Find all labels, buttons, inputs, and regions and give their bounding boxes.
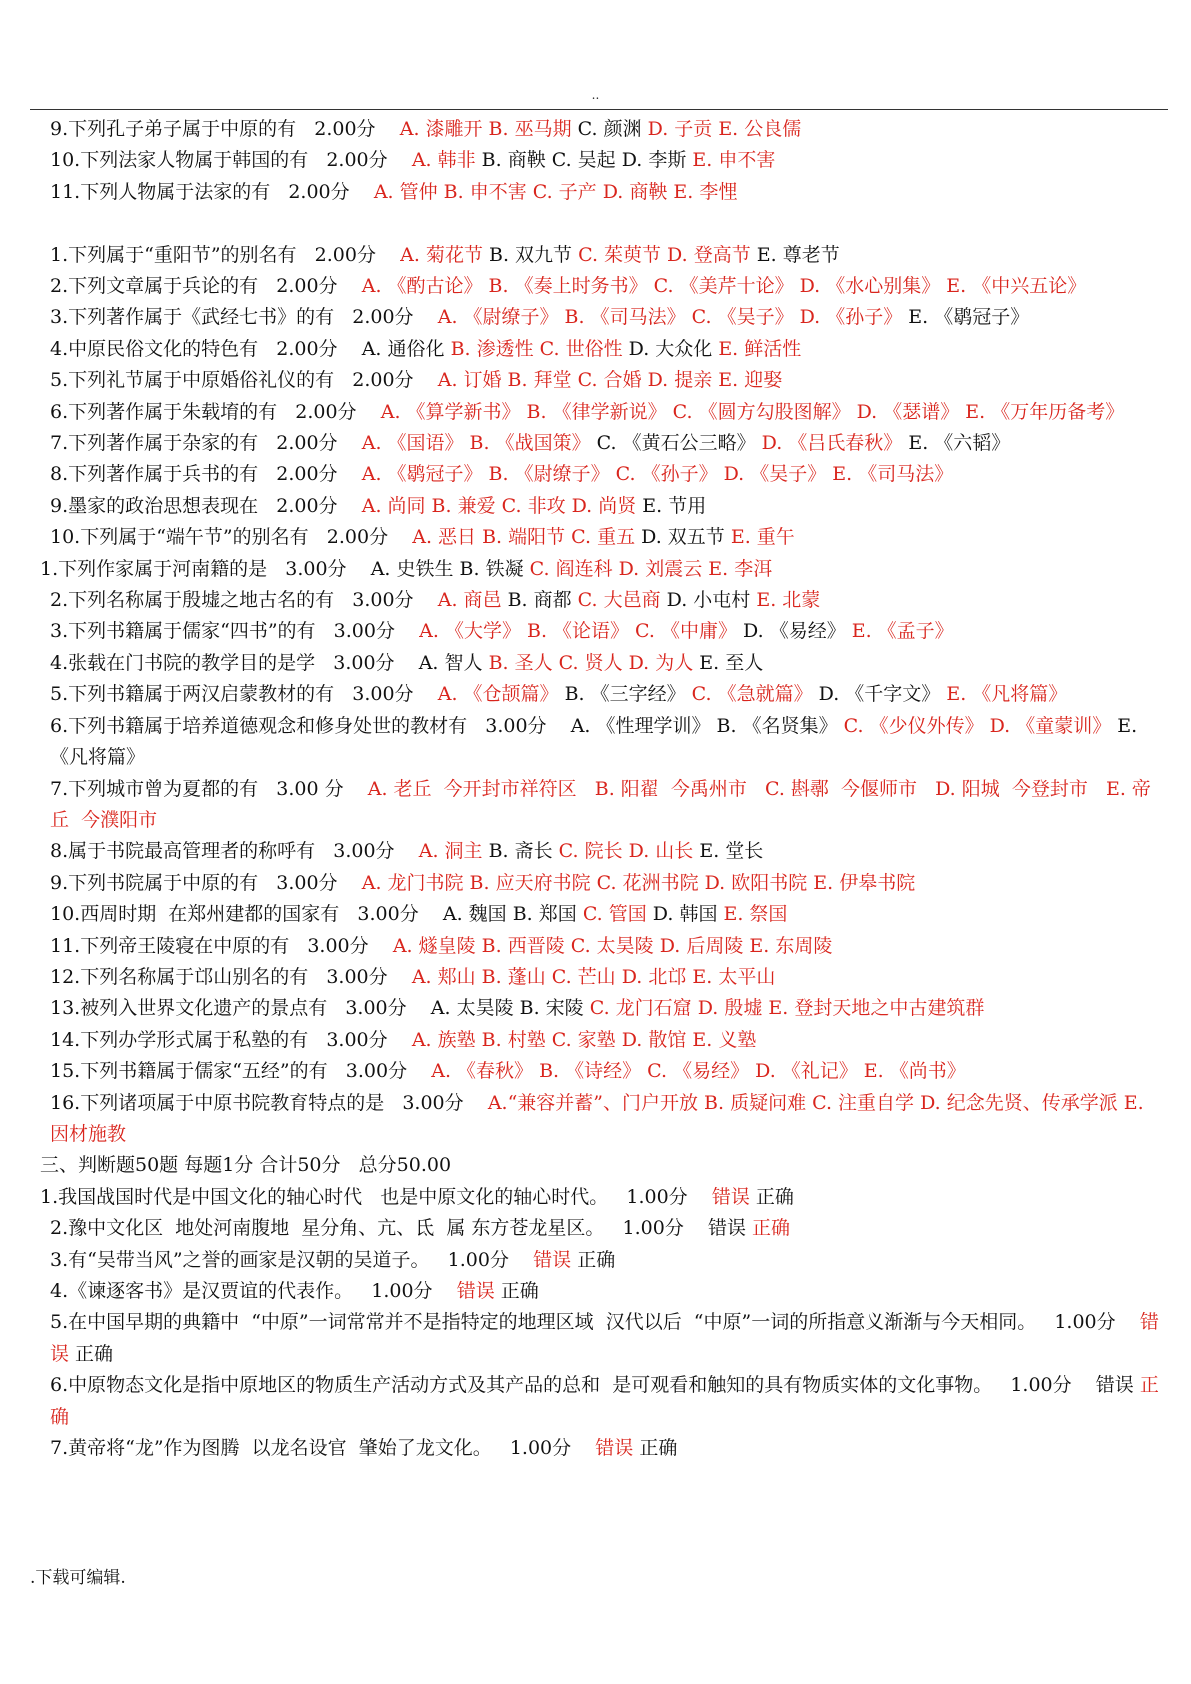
answer-text: E. 祭国 bbox=[723, 903, 788, 926]
question-text: 8.下列著作属于兵书的有 2.00分 bbox=[50, 463, 362, 486]
question-text: 4.《谏逐客书》是汉贾谊的代表作。 1.00分 bbox=[50, 1280, 457, 1303]
question-line bbox=[30, 334, 1168, 365]
answer-text: C. 院长 D. 山长 bbox=[558, 840, 694, 863]
question-line bbox=[30, 522, 1168, 553]
question-text: B. 《三字经》 bbox=[558, 683, 692, 706]
question-text: 7.黄帝将“龙”作为图腾 以龙名设官 肇始了龙文化。 1.00分 bbox=[50, 1437, 596, 1460]
answer-text: A. 管仲 B. 申不害 C. 子产 D. 商鞅 E. 李悝 bbox=[373, 180, 738, 203]
question-text: 三、判断题50题 每题1分 合计50分 总分50.00 bbox=[40, 1154, 452, 1177]
answer-text: 错误 bbox=[50, 1311, 1159, 1365]
question-line bbox=[30, 1182, 1168, 1213]
answer-text: A. 老丘 今开封市祥符区 B. 阳翟 今禹州市 C. 斟鄩 今偃师市 D. 阳城 今登封市 E. 帝丘 今濮阳市 bbox=[50, 777, 1151, 831]
answer-text: A. 漆雕开 B. 巫马期 bbox=[399, 118, 572, 140]
answer-text: D. 《吕氏春秋》 bbox=[761, 432, 903, 455]
question-line bbox=[30, 962, 1168, 993]
answer-text: A. 《尉缭子》 B. 《司马法》 C. 《吴子》 D. 《孙子》 bbox=[437, 306, 903, 329]
question-text: 3.下列书籍属于儒家“四书”的有 3.00分 bbox=[50, 620, 420, 643]
answer-text: C. 阎连科 D. 刘震云 E. 李洱 bbox=[529, 557, 773, 580]
question-line bbox=[30, 1213, 1168, 1244]
question-line bbox=[30, 774, 1168, 837]
question-text: 10.西周时期 在郑州建都的国家有 3.00分 A. 魏国 B. 郑国 bbox=[50, 903, 583, 926]
question-text: 4.中原民俗文化的特色有 2.00分 A. 通俗化 bbox=[50, 337, 451, 360]
question-line bbox=[30, 459, 1168, 490]
question-text: 16.下列诸项属于中原书院教育特点的是 3.00分 bbox=[50, 1091, 488, 1114]
question-text: 11.下列帝王陵寝在中原的有 3.00分 bbox=[50, 934, 393, 957]
question-line bbox=[30, 1245, 1168, 1276]
blank-line bbox=[30, 208, 1168, 239]
question-text: 2.下列文章属于兵论的有 2.00分 bbox=[50, 275, 362, 298]
question-text: 6.中原物态文化是指中原地区的物质生产活动方式及其产品的总和 是可观看和触知的具有物质实体的文化事物。 1.00分 错误 bbox=[50, 1374, 1140, 1397]
question-line bbox=[30, 679, 1168, 710]
question-text: E. 尊老节 bbox=[750, 243, 840, 266]
question-line bbox=[30, 1056, 1168, 1087]
question-line bbox=[30, 993, 1168, 1024]
question-line bbox=[30, 1307, 1168, 1370]
question-text: C. 《黄石公三略》 bbox=[590, 432, 762, 455]
question-line bbox=[30, 554, 1168, 585]
question-text: 1.下列作家属于河南籍的是 3.00分 A. 史铁生 B. 铁凝 bbox=[40, 557, 530, 580]
answer-text: A.“兼容并蓄”、门户开放 B. 质疑问难 C. 注重自学 D. 纪念先贤、传承学派 E. 因材施教 bbox=[50, 1091, 1150, 1145]
answer-text: C. 茱萸节 D. 登高节 bbox=[578, 243, 751, 266]
answer-text: B. 渗透性 C. 世俗性 bbox=[450, 337, 623, 360]
answer-text: A. 《仓颉篇》 bbox=[437, 683, 559, 706]
answer-text: A. 洞主 bbox=[418, 840, 483, 863]
answer-text: E. 重午 bbox=[730, 526, 795, 549]
question-text: E. 堂长 bbox=[693, 840, 764, 863]
question-line bbox=[30, 585, 1168, 616]
question-text: 正确 bbox=[633, 1437, 678, 1460]
answer-text: C. 《急就篇》 bbox=[691, 683, 813, 706]
question-text: 5.在中国早期的典籍中 “中原”一词常常并不是指特定的地理区域 汉代以后 “中原”一词的所指意义渐渐与今天相同。 1.00分 bbox=[50, 1311, 1140, 1334]
answer-text: 错误 bbox=[711, 1185, 750, 1208]
question-text: 3.有“吴带当风”之誉的画家是汉朝的吴道子。 1.00分 bbox=[50, 1248, 534, 1271]
question-text: 正确 bbox=[69, 1342, 114, 1365]
question-text: 9.下列书院属于中原的有 3.00分 bbox=[50, 871, 362, 894]
question-text: E. 《六韬》 bbox=[902, 432, 1011, 455]
answer-text: 正确 bbox=[752, 1217, 791, 1240]
question-text: 3.下列著作属于《武经七书》的有 2.00分 bbox=[50, 306, 438, 329]
question-text: D. 双五节 bbox=[635, 526, 731, 549]
answer-text: A. 燧皇陵 B. 西晋陵 C. 太昊陵 D. 后周陵 E. 东周陵 bbox=[392, 934, 833, 957]
answer-text: 错误 bbox=[595, 1437, 634, 1460]
answer-text: A. 龙门书院 B. 应天府书院 C. 花洲书院 D. 欧阳书院 E. 伊皋书院 bbox=[361, 871, 916, 894]
answer-text: A. 《鹖冠子》 B. 《尉缭子》 C. 《孙子》 D. 《吴子》 E. 《司马法》 bbox=[361, 463, 954, 486]
question-text: 13.被列入世界文化遗产的景点有 3.00分 A. 太昊陵 B. 宋陵 bbox=[50, 997, 590, 1020]
question-line bbox=[30, 177, 1168, 208]
answer-text: C. 管国 bbox=[582, 903, 647, 926]
question-line bbox=[30, 145, 1168, 176]
answer-text: A. 菊花节 bbox=[400, 243, 483, 266]
question-text: B. 商都 bbox=[501, 589, 578, 612]
question-text: 8.属于书院最高管理者的称呼有 3.00分 bbox=[50, 840, 419, 863]
answer-text: E. 《凡将篇》 bbox=[946, 683, 1068, 706]
header-rule bbox=[30, 109, 1168, 110]
question-line bbox=[30, 271, 1168, 302]
question-text: 7.下列城市曾为夏都的有 3.00 分 bbox=[50, 777, 368, 800]
question-text: 5.下列书籍属于两汉启蒙教材的有 3.00分 bbox=[50, 683, 438, 706]
answer-text: 错误 bbox=[456, 1280, 495, 1303]
question-line bbox=[30, 114, 1168, 145]
question-text: B. 斋长 bbox=[482, 840, 559, 863]
question-text: 正确 bbox=[571, 1248, 616, 1271]
question-text: 1.我国战国时代是中国文化的轴心时代 也是中原文化的轴心时代。 1.00分 bbox=[40, 1185, 712, 1208]
question-text: E. 《鹖冠子》 bbox=[902, 306, 1030, 329]
document-body bbox=[30, 114, 1168, 1464]
question-line bbox=[30, 648, 1168, 679]
question-text: 7.下列著作属于杂家的有 2.00分 bbox=[50, 432, 362, 455]
question-text: 正确 bbox=[749, 1185, 794, 1208]
answer-text: B. 圣人 C. 贤人 D. 为人 bbox=[488, 651, 694, 674]
answer-text: A. 订婚 B. 拜堂 C. 合婚 D. 提亲 E. 迎娶 bbox=[437, 369, 783, 392]
question-text: 6.下列书籍属于培养道德观念和修身处世的教材有 3.00分 A. 《性理学训》 B. 《名贤集》 bbox=[50, 714, 844, 737]
question-text: D. 大众化 bbox=[622, 337, 719, 360]
question-line bbox=[30, 365, 1168, 396]
question-text: D. 韩国 bbox=[646, 903, 724, 926]
answer-text: E. 鲜活性 bbox=[718, 337, 802, 360]
question-line bbox=[30, 1276, 1168, 1307]
question-line bbox=[30, 428, 1168, 459]
question-line bbox=[30, 1370, 1168, 1433]
question-text: 5.下列礼节属于中原婚俗礼仪的有 2.00分 bbox=[50, 369, 438, 392]
question-text: E. 节用 bbox=[636, 494, 707, 517]
answer-text: E. 申不害 bbox=[692, 149, 776, 172]
question-text: D. 小屯村 bbox=[660, 589, 757, 612]
question-text: 10.下列法家人物属于韩国的有 2.00分 bbox=[50, 149, 412, 172]
question-text: 9.墨家的政治思想表现在 2.00分 bbox=[50, 494, 362, 517]
question-text: 12.下列名称属于邙山别名的有 3.00分 bbox=[50, 965, 412, 988]
question-line bbox=[30, 1025, 1168, 1056]
question-text: 4.张载在门书院的教学目的是学 3.00分 A. 智人 bbox=[50, 651, 489, 674]
answer-text: A. 《酌古论》 B. 《奏上时务书》 C. 《美芹十论》 D. 《水心别集》 E. 《中兴五论》 bbox=[361, 275, 1087, 298]
question-text: 1.下列属于“重阳节”的别名有 2.00分 bbox=[50, 243, 401, 266]
question-line bbox=[30, 899, 1168, 930]
answer-text: C. 《少仪外传》 D. 《童蒙训》 bbox=[843, 714, 1112, 737]
answer-text: A. 族塾 B. 村塾 C. 家塾 D. 散馆 E. 义塾 bbox=[411, 1028, 757, 1051]
question-text: 6.下列著作属于朱载堉的有 2.00分 bbox=[50, 400, 381, 423]
question-line bbox=[30, 931, 1168, 962]
question-line bbox=[30, 836, 1168, 867]
question-line bbox=[30, 397, 1168, 428]
question-text: 正确 bbox=[494, 1280, 539, 1303]
answer-text: E. 《孟子》 bbox=[851, 620, 954, 643]
question-line bbox=[30, 302, 1168, 333]
answer-text: A. 恶日 B. 端阳节 C. 重五 bbox=[412, 526, 636, 549]
question-line bbox=[30, 1150, 1168, 1181]
answer-text: A. 《大学》 B. 《论语》 C. 《中庸》 bbox=[419, 620, 738, 643]
question-text: 2.豫中文化区 地处河南腹地 星分角、亢、氐 属 东方苍龙星区。 1.00分 错误 bbox=[50, 1217, 753, 1240]
footer-note: .下载可编辑. bbox=[30, 1568, 126, 1588]
answer-text: A. 尚同 B. 兼爱 C. 非攻 D. 尚贤 bbox=[361, 494, 637, 517]
question-text: 2.下列名称属于殷墟之地古名的有 3.00分 bbox=[50, 589, 438, 612]
question-line bbox=[30, 616, 1168, 647]
answer-text: C. 大邑商 bbox=[577, 589, 661, 612]
question-line bbox=[30, 711, 1168, 774]
question-line bbox=[30, 1088, 1168, 1151]
answer-text: D. 子贡 E. 公良儒 bbox=[647, 118, 802, 140]
answer-text: A. 韩非 bbox=[411, 149, 476, 172]
question-text: 11.下列人物属于法家的有 2.00分 bbox=[50, 180, 374, 203]
answer-text: A. 郏山 B. 蓬山 C. 芒山 D. 北邙 E. 太平山 bbox=[411, 965, 776, 988]
question-line bbox=[30, 491, 1168, 522]
question-text: B. 双九节 bbox=[482, 243, 579, 266]
question-text: C. 颜渊 bbox=[571, 118, 648, 140]
question-text: E. 《凡将篇》 bbox=[50, 714, 1144, 769]
question-line bbox=[30, 240, 1168, 271]
question-text: 15.下列书籍属于儒家“五经”的有 3.00分 bbox=[50, 1060, 432, 1083]
answer-text: A. 《春秋》 B. 《诗经》 C. 《易经》 D. 《礼记》 E. 《尚书》 bbox=[431, 1060, 966, 1083]
question-text: 10.下列属于“端午节”的别名有 2.00分 bbox=[50, 526, 413, 549]
answer-text: C. 龙门石窟 D. 殷墟 E. 登封天地之中古建筑群 bbox=[589, 997, 985, 1020]
answer-text: 错误 bbox=[533, 1248, 572, 1271]
answer-text: E. 北蒙 bbox=[756, 589, 821, 612]
question-text: D. 《易经》 bbox=[737, 620, 852, 643]
answer-text: A. 商邑 bbox=[437, 589, 502, 612]
answer-text: 正确 bbox=[50, 1374, 1159, 1428]
question-text: D. 《千字文》 bbox=[812, 683, 947, 706]
question-text: B. 商鞅 C. 吴起 D. 李斯 bbox=[475, 149, 693, 172]
question-text: 9.下列孔子弟子属于中原的有 2.00分 bbox=[50, 118, 400, 140]
question-text: 14.下列办学形式属于私塾的有 3.00分 bbox=[50, 1028, 412, 1051]
answer-text: A. 《国语》 B. 《战国策》 bbox=[361, 432, 591, 455]
header-mark: .. bbox=[591, 88, 600, 102]
answer-text: A. 《算学新书》 B. 《律学新说》 C. 《圆方勾股图解》 D. 《瑟谱》 E. 《万年历备考》 bbox=[380, 400, 1125, 423]
question-line bbox=[30, 1433, 1168, 1464]
question-line bbox=[30, 868, 1168, 899]
question-text: E. 至人 bbox=[693, 651, 764, 674]
